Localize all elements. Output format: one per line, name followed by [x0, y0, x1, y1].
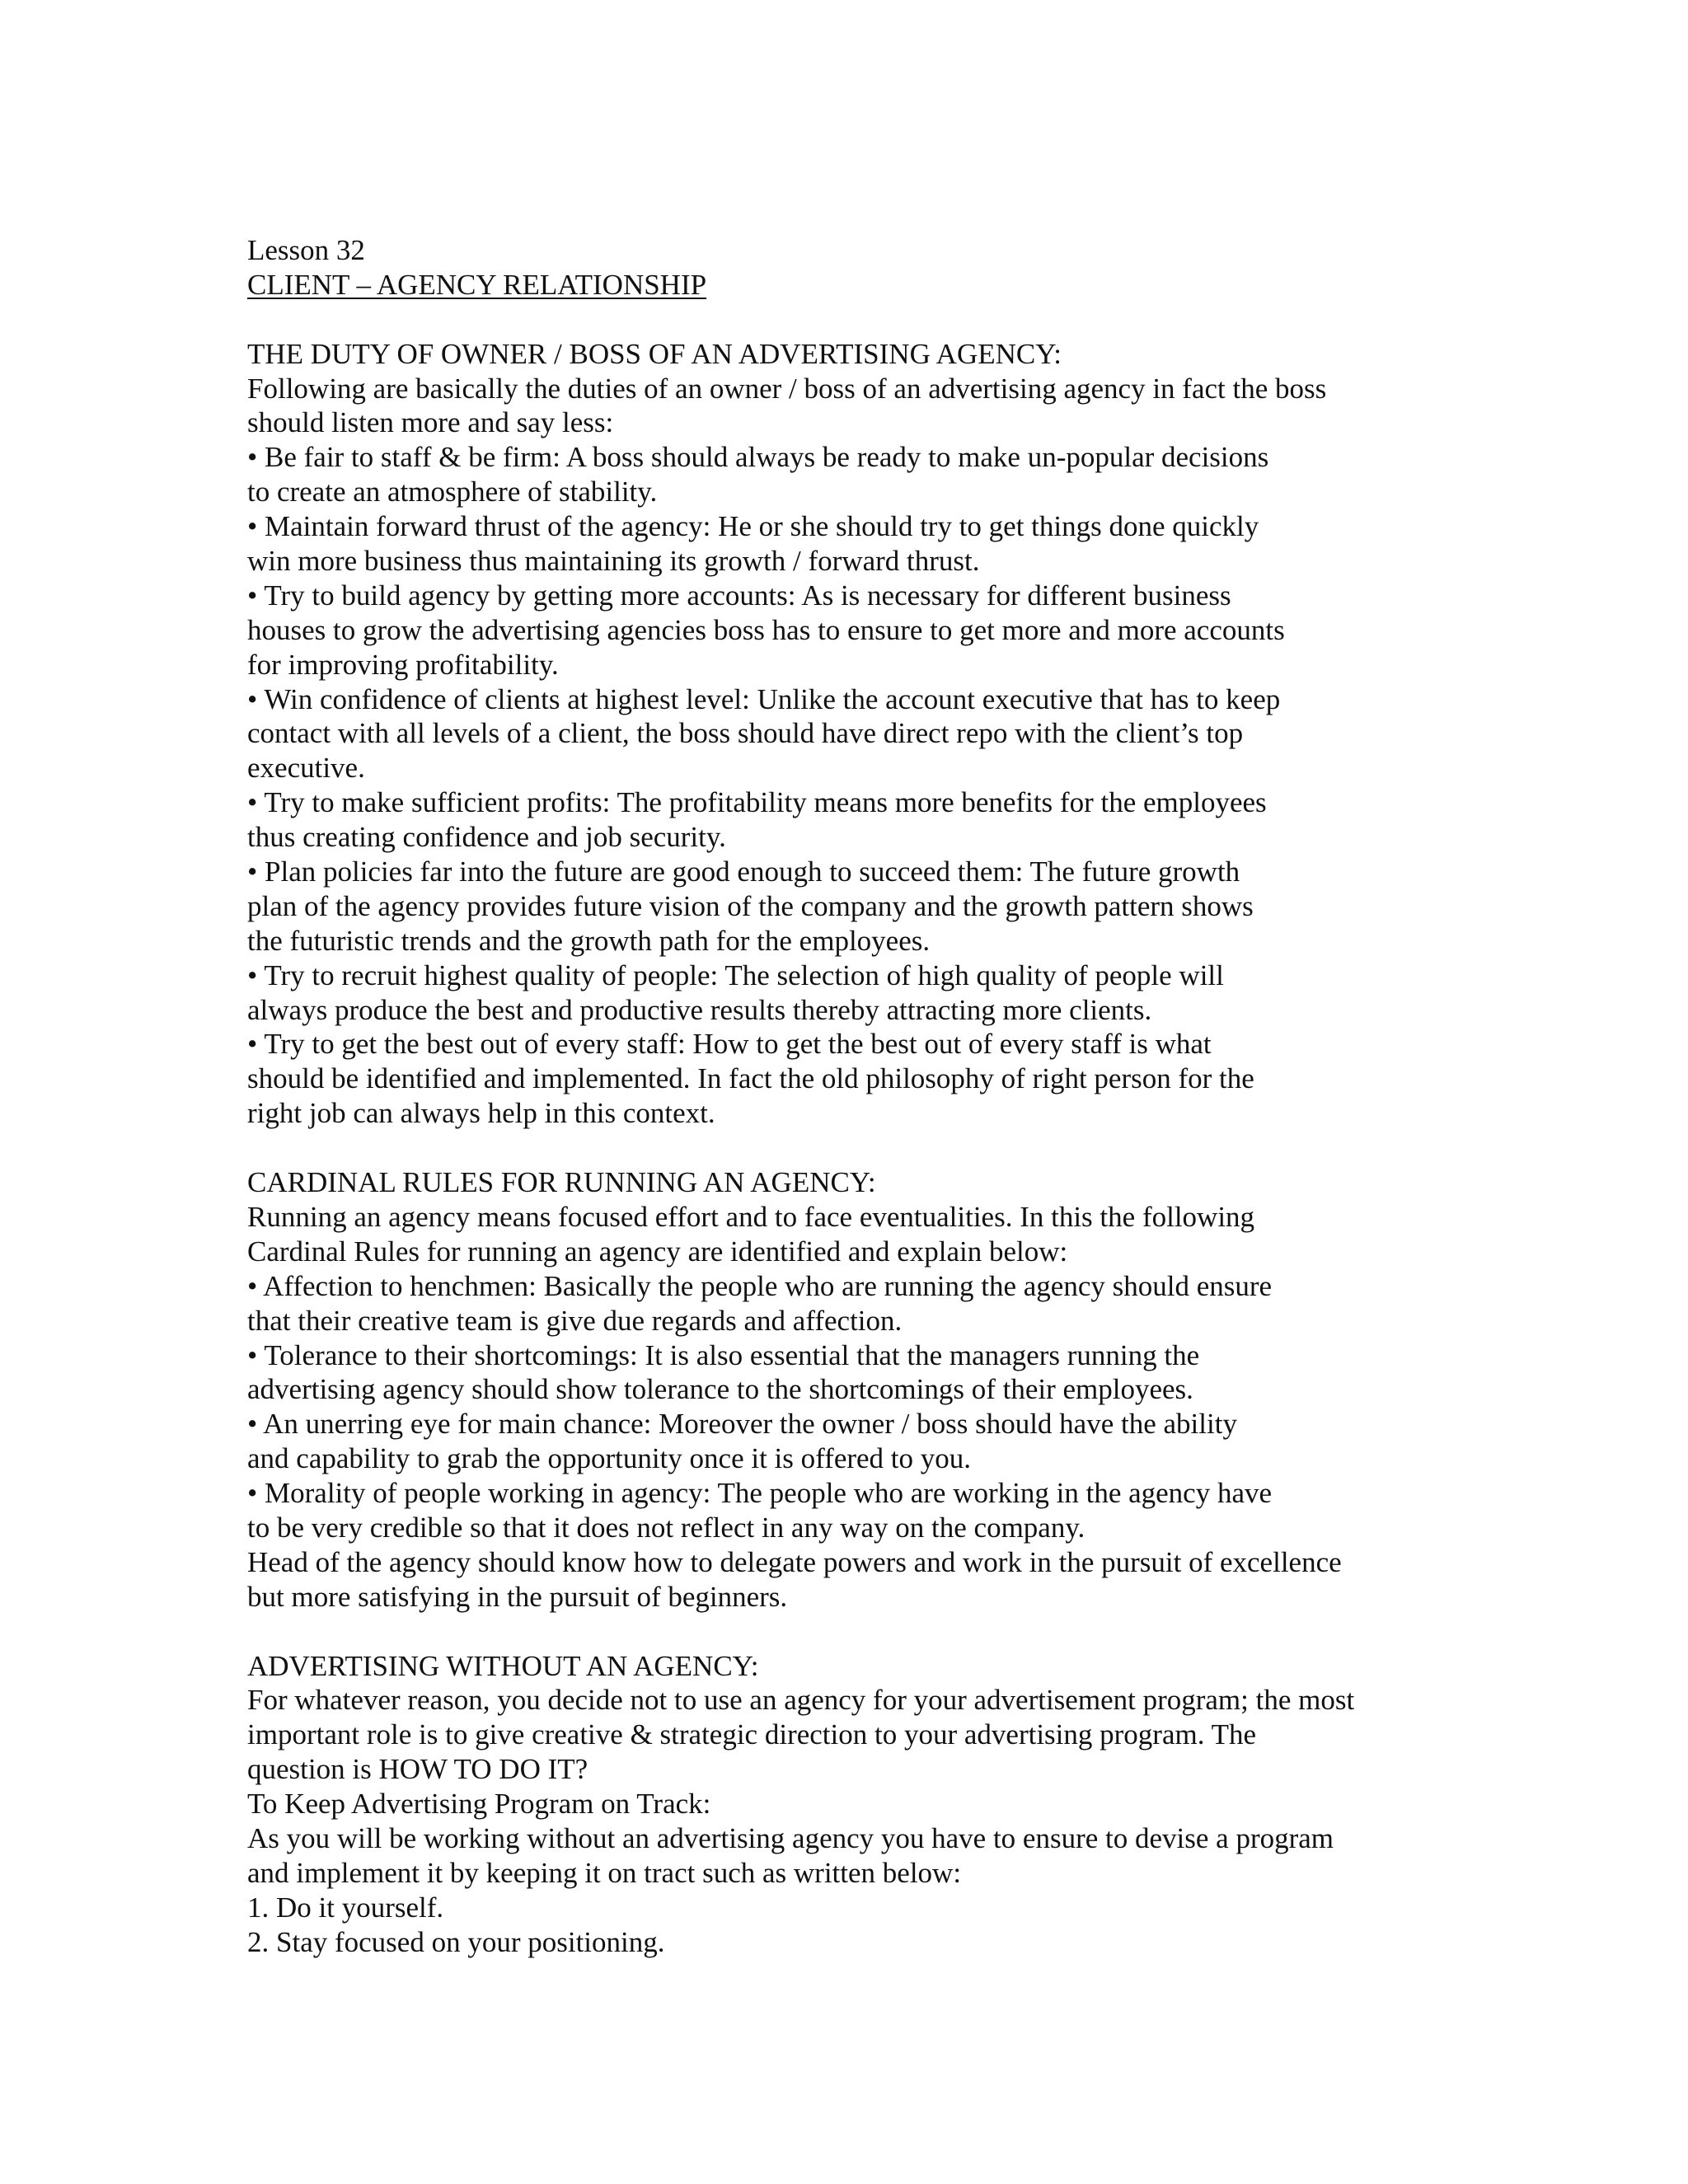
spacer: [247, 1615, 1451, 1649]
bullet-continuation: for improving profitability.: [247, 648, 559, 681]
paragraph-line: As you will be working without an advertising agency you have to ensure to devise a program: [247, 1821, 1334, 1854]
bullet-continuation: houses to grow the advertising agencies boss has to ensure to get more and more accounts: [247, 613, 1285, 646]
paragraph-line: Cardinal Rules for running an agency are identified and explain below:: [247, 1235, 1068, 1268]
bullet-item: • An unerring eye for main chance: Moreover the owner / boss should have the ability: [247, 1408, 1237, 1441]
paragraph-line: but more satisfying in the pursuit of beginners.: [247, 1580, 788, 1613]
section-heading-cardinal-rules: CARDINAL RULES FOR RUNNING AN AGENCY:: [247, 1166, 876, 1199]
bullet-continuation: always produce the best and productive results thereby attracting more clients.: [247, 993, 1152, 1026]
section-heading-without-agency: ADVERTISING WITHOUT AN AGENCY:: [247, 1649, 759, 1682]
document-page: [247, 233, 1451, 1960]
subheading-keep-on-track: To Keep Advertising Program on Track:: [247, 1788, 711, 1821]
bullet-continuation: should be identified and implemented. In fact the old philosophy of right person for the: [247, 1062, 1254, 1095]
bullet-item: • Affection to henchmen: Basically the people who are running the agency should ensure: [247, 1269, 1273, 1302]
paragraph-line: should listen more and say less:: [247, 406, 614, 439]
paragraph-line: Head of the agency should know how to delegate powers and work in the pursuit of excellence: [247, 1545, 1342, 1578]
paragraph-line: and implement it by keeping it on tract such as written below:: [247, 1856, 962, 1889]
section-heading-duties: THE DUTY OF OWNER / BOSS OF AN ADVERTISING AGENCY:: [247, 337, 1062, 370]
lesson-number: Lesson 32: [247, 234, 365, 266]
paragraph-line: important role is to give creative & strategic direction to your advertising program. The: [247, 1718, 1256, 1751]
bullet-item: • Maintain forward thrust of the agency: He or she should try to get things done quickly: [247, 510, 1259, 543]
bullet-continuation: thus creating confidence and job security.: [247, 821, 726, 854]
bullet-continuation: advertising agency should show tolerance to the shortcomings of their employees.: [247, 1373, 1193, 1406]
spacer: [247, 1131, 1451, 1165]
bullet-item: • Try to get the best out of every staff: How to get the best out of every staff is what: [247, 1028, 1212, 1061]
paragraph-line: For whatever reason, you decide not to use an agency for your advertisement program; the most: [247, 1684, 1355, 1717]
numbered-step: 2. Stay focused on your positioning.: [247, 1925, 665, 1958]
paragraph-line: Following are basically the duties of an owner / boss of an advertising agency in fact the boss: [247, 372, 1327, 405]
bullet-continuation: win more business thus maintaining its growth / forward thrust.: [247, 545, 980, 578]
bullet-continuation: to create an atmosphere of stability.: [247, 476, 658, 509]
bullet-item: • Try to build agency by getting more accounts: As is necessary for different business: [247, 579, 1231, 612]
bullet-continuation: that their creative team is give due regards and affection.: [247, 1304, 903, 1337]
bullet-continuation: to be very credible so that it does not reflect in any way on the company.: [247, 1511, 1085, 1544]
bullet-continuation: executive.: [247, 752, 365, 785]
bullet-item: • Plan policies far into the future are good enough to succeed them: The future growth: [247, 855, 1240, 888]
bullet-item: • Try to recruit highest quality of people: The selection of high quality of people will: [247, 958, 1224, 991]
bullet-continuation: the futuristic trends and the growth path for the employees.: [247, 924, 931, 957]
paragraph-line: question is HOW TO DO IT?: [247, 1753, 588, 1786]
spacer: [247, 302, 1451, 337]
bullet-item: • Win confidence of clients at highest level: Unlike the account executive that has to keep: [247, 682, 1281, 715]
bullet-item: • Tolerance to their shortcomings: It is also essential that the managers running the: [247, 1338, 1200, 1371]
bullet-continuation: and capability to grab the opportunity once it is offered to you.: [247, 1442, 972, 1475]
bullet-item: • Try to make sufficient profits: The profitability means more benefits for the employees: [247, 786, 1267, 819]
bullet-continuation: contact with all levels of a client, the boss should have direct repo with the client’s top: [247, 717, 1244, 750]
page-title: CLIENT – AGENCY RELATIONSHIP: [247, 268, 707, 301]
bullet-continuation: plan of the agency provides future vision of the company and the growth pattern shows: [247, 889, 1254, 922]
bullet-continuation: right job can always help in this context.: [247, 1097, 715, 1130]
paragraph-line: Running an agency means focused effort and to face eventualities. In this the following: [247, 1200, 1255, 1233]
numbered-step: 1. Do it yourself.: [247, 1891, 444, 1924]
bullet-item: • Morality of people working in agency: The people who are working in the agency have: [247, 1477, 1273, 1510]
bullet-item: • Be fair to staff & be firm: A boss should always be ready to make un-popular decisions: [247, 441, 1269, 474]
